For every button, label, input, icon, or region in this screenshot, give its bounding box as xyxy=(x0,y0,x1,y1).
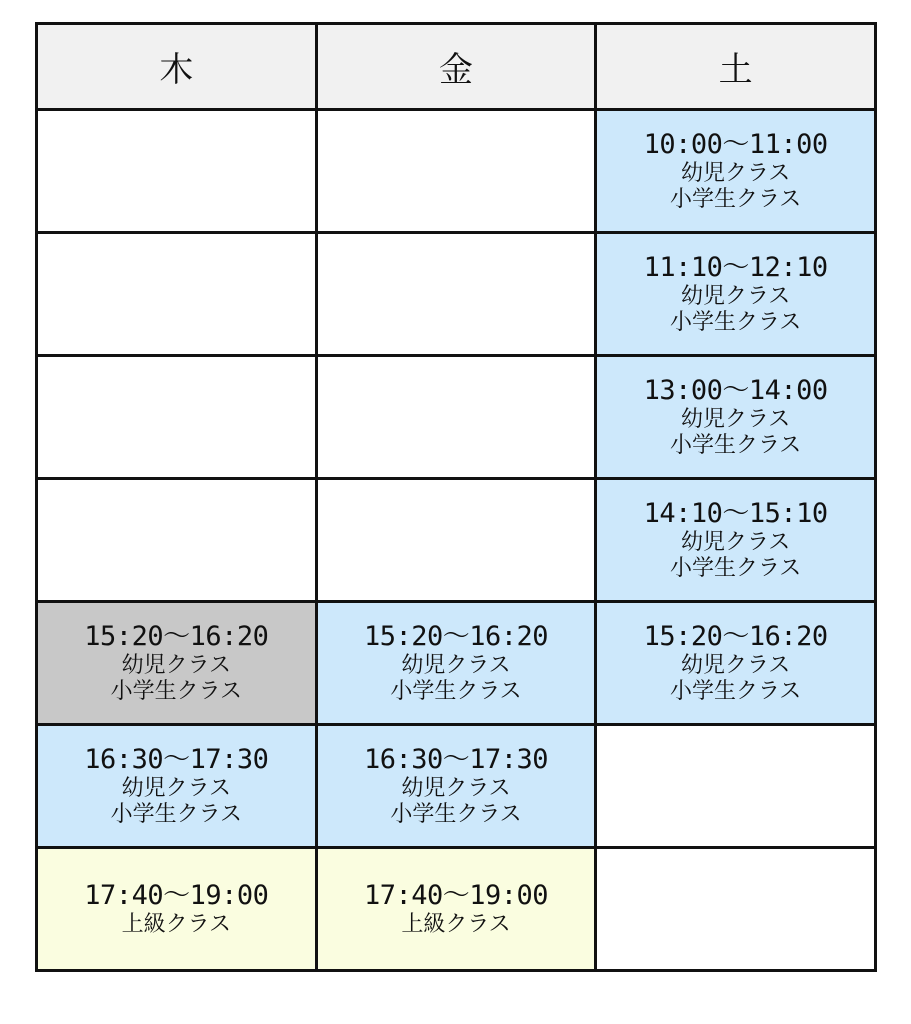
slot-time: 15:20〜16:20 xyxy=(643,621,828,652)
slot-class-name: 小学生クラス xyxy=(669,556,802,581)
schedule-table xyxy=(35,22,877,972)
header-row xyxy=(37,24,876,110)
schedule-row xyxy=(37,233,876,356)
class-slot-saturday xyxy=(596,479,876,602)
class-slot-saturday xyxy=(596,356,876,479)
slot-class-name: 幼児クラス xyxy=(680,284,791,309)
slot-class-name: 小学生クラス xyxy=(669,679,802,704)
slot-class-name: 上級クラス xyxy=(121,912,231,937)
empty-slot-friday xyxy=(316,479,596,602)
slot-time: 16:30〜17:30 xyxy=(84,744,269,775)
schedule-row xyxy=(37,602,876,725)
slot-time: 17:40〜19:00 xyxy=(363,880,549,911)
empty-slot-friday xyxy=(316,356,596,479)
slot-time: 14:10〜15:10 xyxy=(643,498,828,529)
slot-class-name: 上級クラス xyxy=(401,912,511,937)
class-slot-saturday xyxy=(596,602,876,725)
class-slot-friday xyxy=(316,602,596,725)
slot-class-name: 幼児クラス xyxy=(401,653,511,678)
class-slot-thursday xyxy=(37,602,317,725)
schedule-body xyxy=(37,110,876,971)
slot-time: 13:00〜14:00 xyxy=(643,375,828,406)
slot-class-name: 幼児クラス xyxy=(121,776,231,801)
slot-class-name: 小学生クラス xyxy=(390,802,522,827)
slot-time: 15:20〜16:20 xyxy=(363,621,549,652)
class-slot-friday xyxy=(316,848,596,971)
slot-time: 15:20〜16:20 xyxy=(84,621,269,652)
empty-slot-thursday xyxy=(37,479,317,602)
slot-time: 11:10〜12:10 xyxy=(643,252,828,283)
day-header-friday: 金 xyxy=(316,24,596,110)
slot-class-name: 幼児クラス xyxy=(680,530,791,555)
empty-slot-thursday xyxy=(37,233,317,356)
slot-class-name: 幼児クラス xyxy=(121,653,231,678)
slot-class-name: 小学生クラス xyxy=(669,187,802,212)
empty-slot-thursday xyxy=(37,356,317,479)
slot-time: 16:30〜17:30 xyxy=(363,744,549,775)
slot-class-name: 小学生クラス xyxy=(390,679,522,704)
schedule-row xyxy=(37,356,876,479)
empty-slot-friday xyxy=(316,233,596,356)
slot-class-name: 幼児クラス xyxy=(680,653,791,678)
slot-class-name: 小学生クラス xyxy=(110,802,242,827)
slot-class-name: 小学生クラス xyxy=(669,433,802,458)
schedule-row xyxy=(37,110,876,233)
empty-slot-saturday xyxy=(596,848,876,971)
slot-class-name: 幼児クラス xyxy=(680,161,791,186)
empty-slot-friday xyxy=(316,110,596,233)
empty-slot-saturday xyxy=(596,725,876,848)
slot-class-name: 幼児クラス xyxy=(680,407,791,432)
day-header-saturday: 土 xyxy=(596,24,876,110)
class-slot-thursday xyxy=(37,848,317,971)
slot-class-name: 幼児クラス xyxy=(401,776,511,801)
class-slot-friday xyxy=(316,725,596,848)
schedule-row xyxy=(37,479,876,602)
slot-time: 17:40〜19:00 xyxy=(84,880,269,911)
empty-slot-thursday xyxy=(37,110,317,233)
day-header-thursday: 木 xyxy=(37,24,317,110)
slot-time: 10:00〜11:00 xyxy=(643,129,828,160)
slot-class-name: 小学生クラス xyxy=(110,679,242,704)
class-slot-saturday xyxy=(596,110,876,233)
class-slot-saturday xyxy=(596,233,876,356)
class-slot-thursday xyxy=(37,725,317,848)
schedule-row xyxy=(37,848,876,971)
slot-class-name: 小学生クラス xyxy=(669,310,802,335)
schedule-row xyxy=(37,725,876,848)
